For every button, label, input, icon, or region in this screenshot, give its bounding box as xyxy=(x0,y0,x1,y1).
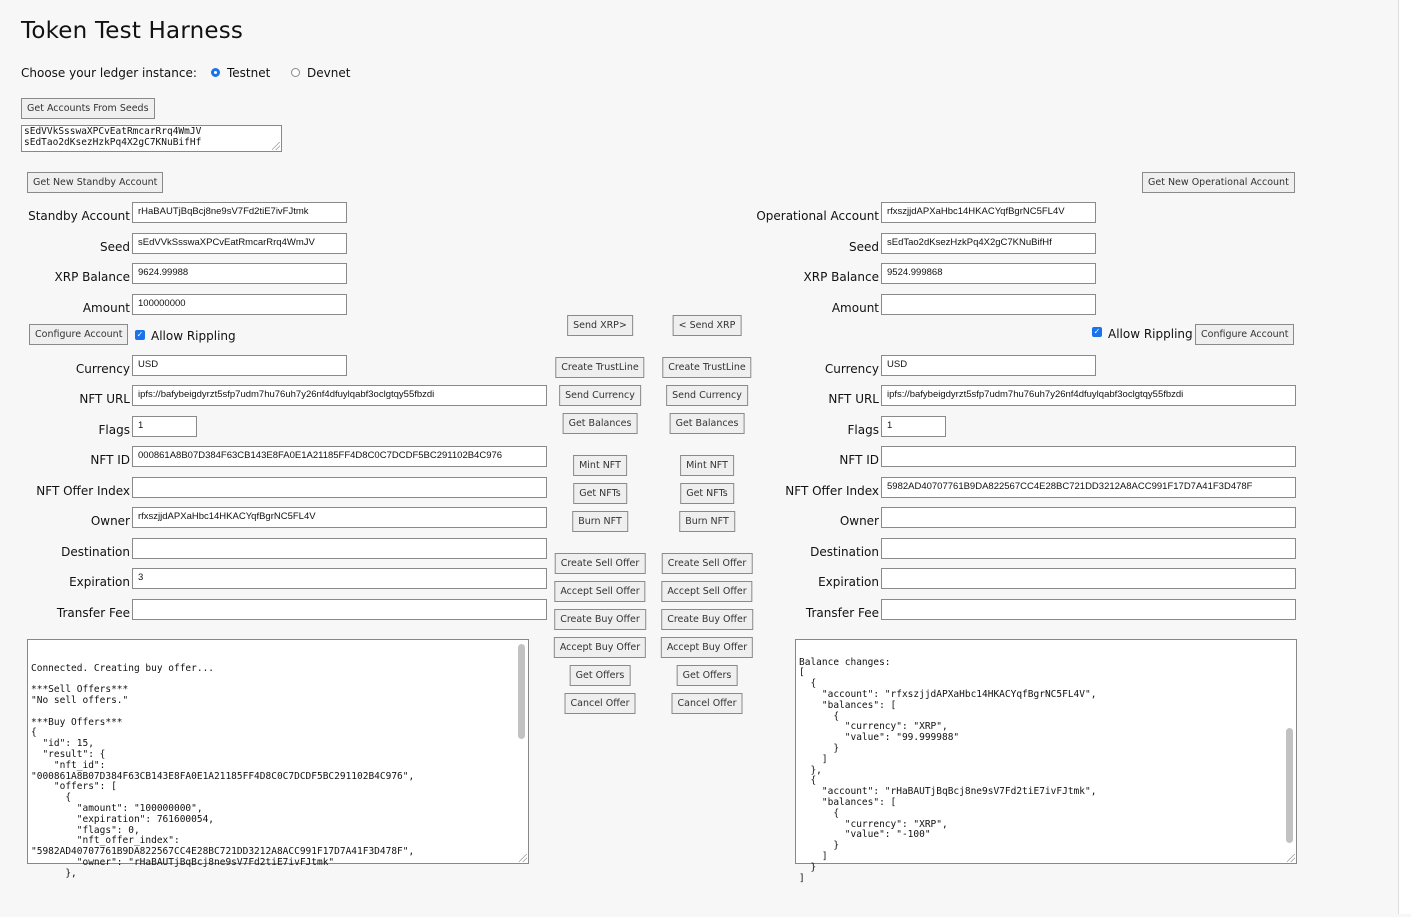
operational-xrp-balance-label: XRP Balance xyxy=(803,270,879,284)
get-new-standby-account-button[interactable]: Get New Standby Account xyxy=(27,172,163,193)
standby-nft-url-label: NFT URL xyxy=(79,392,130,406)
seeds-textarea[interactable] xyxy=(21,125,282,152)
testnet-label[interactable]: Testnet xyxy=(227,66,271,80)
standby-nft-offer-index-input[interactable] xyxy=(132,477,547,498)
operational-cancel-offer-button[interactable]: Cancel Offer xyxy=(672,693,743,714)
standby-results-textarea[interactable] xyxy=(27,639,529,879)
operational-configure-account-button[interactable]: Configure Account xyxy=(1195,324,1294,345)
operational-currency-input[interactable]: USD xyxy=(881,355,1096,376)
get-accounts-from-seeds-button[interactable]: Get Accounts From Seeds xyxy=(21,98,155,119)
standby-seed-label: Seed xyxy=(100,240,130,254)
standby-send-currency-button[interactable]: Send Currency xyxy=(559,385,641,406)
operational-nft-url-label: NFT URL xyxy=(828,392,879,406)
operational-nft-id-label: NFT ID xyxy=(839,453,879,467)
standby-currency-label: Currency xyxy=(75,362,130,376)
operational-accept-sell-offer-button[interactable]: Accept Sell Offer xyxy=(661,581,752,602)
standby-cancel-offer-button[interactable]: Cancel Offer xyxy=(565,693,636,714)
resize-grip-icon[interactable] xyxy=(519,854,527,862)
operational-destination-input[interactable] xyxy=(881,538,1296,559)
operational-create-sell-offer-button[interactable]: Create Sell Offer xyxy=(662,553,753,574)
standby-amount-label: Amount xyxy=(82,301,130,315)
standby-accept-buy-offer-button[interactable]: Accept Buy Offer xyxy=(554,637,646,658)
operational-amount-label: Amount xyxy=(831,301,879,315)
operational-seed-input[interactable]: sEdTao2dKsezHzkPq4X2gC7KNuBifHf xyxy=(881,233,1096,254)
operational-accept-buy-offer-button[interactable]: Accept Buy Offer xyxy=(661,637,753,658)
resize-grip-icon[interactable] xyxy=(1287,854,1295,862)
operational-allow-rippling-label: Allow Rippling xyxy=(1108,327,1193,341)
operational-owner-input[interactable] xyxy=(881,507,1296,528)
operational-allow-rippling-checkbox[interactable]: ✓ xyxy=(1093,327,1101,336)
scrollbar[interactable] xyxy=(518,644,525,739)
standby-expiration-label: Expiration xyxy=(69,575,130,589)
operational-results-textarea[interactable] xyxy=(795,639,1297,884)
standby-burn-nft-button[interactable]: Burn NFT xyxy=(572,511,628,532)
standby-send-xrp-button[interactable]: Send XRP> xyxy=(567,315,633,336)
standby-destination-input[interactable] xyxy=(132,538,547,559)
standby-account-input[interactable]: rHaBAUTjBqBcj8ne9sV7Fd2tiE7ivFJtmk xyxy=(132,202,347,223)
operational-xrp-balance-input[interactable]: 9524.999868 xyxy=(881,263,1096,284)
standby-flags-label: Flags xyxy=(98,423,130,437)
standby-flags-input[interactable]: 1 xyxy=(132,416,197,437)
standby-create-sell-offer-button[interactable]: Create Sell Offer xyxy=(555,553,646,574)
operational-get-offers-button[interactable]: Get Offers xyxy=(677,665,738,686)
operational-flags-input[interactable]: 1 xyxy=(881,416,946,437)
standby-account-label: Standby Account xyxy=(28,209,130,223)
standby-xrp-balance-label: XRP Balance xyxy=(54,270,130,284)
resize-grip-icon[interactable] xyxy=(272,142,280,150)
standby-transfer-fee-label: Transfer Fee xyxy=(56,606,130,620)
operational-mint-nft-button[interactable]: Mint NFT xyxy=(680,455,734,476)
standby-nft-offer-index-label: NFT Offer Index xyxy=(36,484,130,498)
standby-owner-label: Owner xyxy=(90,514,130,528)
operational-destination-label: Destination xyxy=(810,545,879,559)
operational-nft-url-input[interactable]: ipfs://bafybeigdyrzt5sfp7udm7hu76uh7y26nf4dfuylqabf3oclgtqy55fbzdi xyxy=(881,385,1296,406)
operational-create-trustline-button[interactable]: Create TrustLine xyxy=(662,357,751,378)
standby-create-trustline-button[interactable]: Create TrustLine xyxy=(555,357,644,378)
operational-currency-label: Currency xyxy=(824,362,879,376)
operational-account-label: Operational Account xyxy=(756,209,879,223)
operational-send-currency-button[interactable]: Send Currency xyxy=(666,385,748,406)
operational-nft-offer-index-input[interactable]: 5982AD40707761B9DA822567CC4E28BC721DD3212A8ACC991F17D7A41F3D478F xyxy=(881,477,1296,498)
standby-seed-input[interactable]: sEdVVkSsswaXPCvEatRmcarRrq4WmJV xyxy=(132,233,347,254)
seeds-text: sEdVVkSsswaXPCvEatRmcarRrq4WmJV sEdTao2dKsezHzkPq4X2gC7KNuBifHf xyxy=(24,126,202,148)
standby-transfer-fee-input[interactable] xyxy=(132,599,547,620)
operational-burn-nft-button[interactable]: Burn NFT xyxy=(679,511,735,532)
devnet-label[interactable]: Devnet xyxy=(307,66,351,80)
standby-get-nfts-button[interactable]: Get NFTs xyxy=(573,483,627,504)
page-title: Token Test Harness xyxy=(21,18,244,44)
operational-transfer-fee-input[interactable] xyxy=(881,599,1296,620)
devnet-radio[interactable] xyxy=(291,68,300,77)
operational-expiration-input[interactable] xyxy=(881,568,1296,589)
operational-get-nfts-button[interactable]: Get NFTs xyxy=(680,483,734,504)
standby-create-buy-offer-button[interactable]: Create Buy Offer xyxy=(554,609,646,630)
operational-nft-id-input[interactable] xyxy=(881,446,1296,467)
scrollbar[interactable] xyxy=(1286,728,1293,843)
operational-create-buy-offer-button[interactable]: Create Buy Offer xyxy=(661,609,753,630)
standby-allow-rippling-label: Allow Rippling xyxy=(151,329,236,343)
get-new-operational-account-button[interactable]: Get New Operational Account xyxy=(1142,172,1295,193)
standby-get-balances-button[interactable]: Get Balances xyxy=(563,413,638,434)
standby-accept-sell-offer-button[interactable]: Accept Sell Offer xyxy=(554,581,645,602)
standby-nft-id-input[interactable]: 000861A8B07D384F63CB143E8FA0E1A21185FF4D8C0C7DCDF5BC291102B4C976 xyxy=(132,446,547,467)
standby-destination-label: Destination xyxy=(61,545,130,559)
operational-seed-label: Seed xyxy=(849,240,879,254)
standby-owner-input[interactable]: rfxszjjdAPXaHbc14HKACYqfBgrNC5FL4V xyxy=(132,507,547,528)
operational-flags-label: Flags xyxy=(847,423,879,437)
operational-owner-label: Owner xyxy=(839,514,879,528)
operational-amount-input[interactable] xyxy=(881,294,1096,315)
standby-nft-id-label: NFT ID xyxy=(90,453,130,467)
standby-expiration-input[interactable]: 3 xyxy=(132,568,547,589)
standby-nft-url-input[interactable]: ipfs://bafybeigdyrzt5sfp7udm7hu76uh7y26nf4dfuylqabf3oclgtqy55fbzdi xyxy=(132,385,547,406)
standby-allow-rippling-checkbox[interactable]: ✓ xyxy=(136,330,144,339)
standby-results-text: Connected. Creating buy offer... ***Sell Offers*** "No sell offers." ***Buy Offers*** { "id": 15, "result": { "nft_id": "000861A8B07D384F63CB143E8FA0E1A21185FF4D8C0C7DCDF5BC291102B4C976", "offers": [ { "amount": "100000000", "expiration": 761600054, "flags": 0, "nft_offer_index": "5982AD40707761B9DA822567CC4E28BC721DD3212A8ACC991F17D7A41F3D478F", "owner": "rHaBAUTjBqBcj8ne9sV7Fd2tiE7ivFJtmk" }, xyxy=(31,662,415,879)
operational-expiration-label: Expiration xyxy=(818,575,879,589)
operational-results-text: Balance changes: [ { "account": "rfxszjjdAPXaHbc14HKACYqfBgrNC5FL4V", "balances": [ { "currency": "XRP", "value": "99.999988" } ] }, { "account": "rHaBAUTjBqBcj8ne9sV7Fd2tiE7ivFJtmk", "balances": [ { "currency": "XRP", "value": "-100" } ] } ] xyxy=(799,656,1097,884)
operational-send-xrp-button[interactable]: < Send XRP xyxy=(673,315,742,336)
standby-xrp-balance-input[interactable]: 9624.99988 xyxy=(132,263,347,284)
testnet-radio[interactable] xyxy=(211,68,220,77)
standby-get-offers-button[interactable]: Get Offers xyxy=(570,665,631,686)
standby-configure-account-button[interactable]: Configure Account xyxy=(29,324,128,345)
operational-account-input[interactable]: rfxszjjdAPXaHbc14HKACYqfBgrNC5FL4V xyxy=(881,202,1096,223)
operational-transfer-fee-label: Transfer Fee xyxy=(805,606,879,620)
operational-nft-offer-index-label: NFT Offer Index xyxy=(785,484,879,498)
standby-amount-input[interactable]: 100000000 xyxy=(132,294,347,315)
operational-get-balances-button[interactable]: Get Balances xyxy=(670,413,745,434)
window-edge xyxy=(1398,0,1411,914)
standby-mint-nft-button[interactable]: Mint NFT xyxy=(573,455,627,476)
ledger-label: Choose your ledger instance: xyxy=(21,66,197,80)
standby-currency-input[interactable]: USD xyxy=(132,355,347,376)
